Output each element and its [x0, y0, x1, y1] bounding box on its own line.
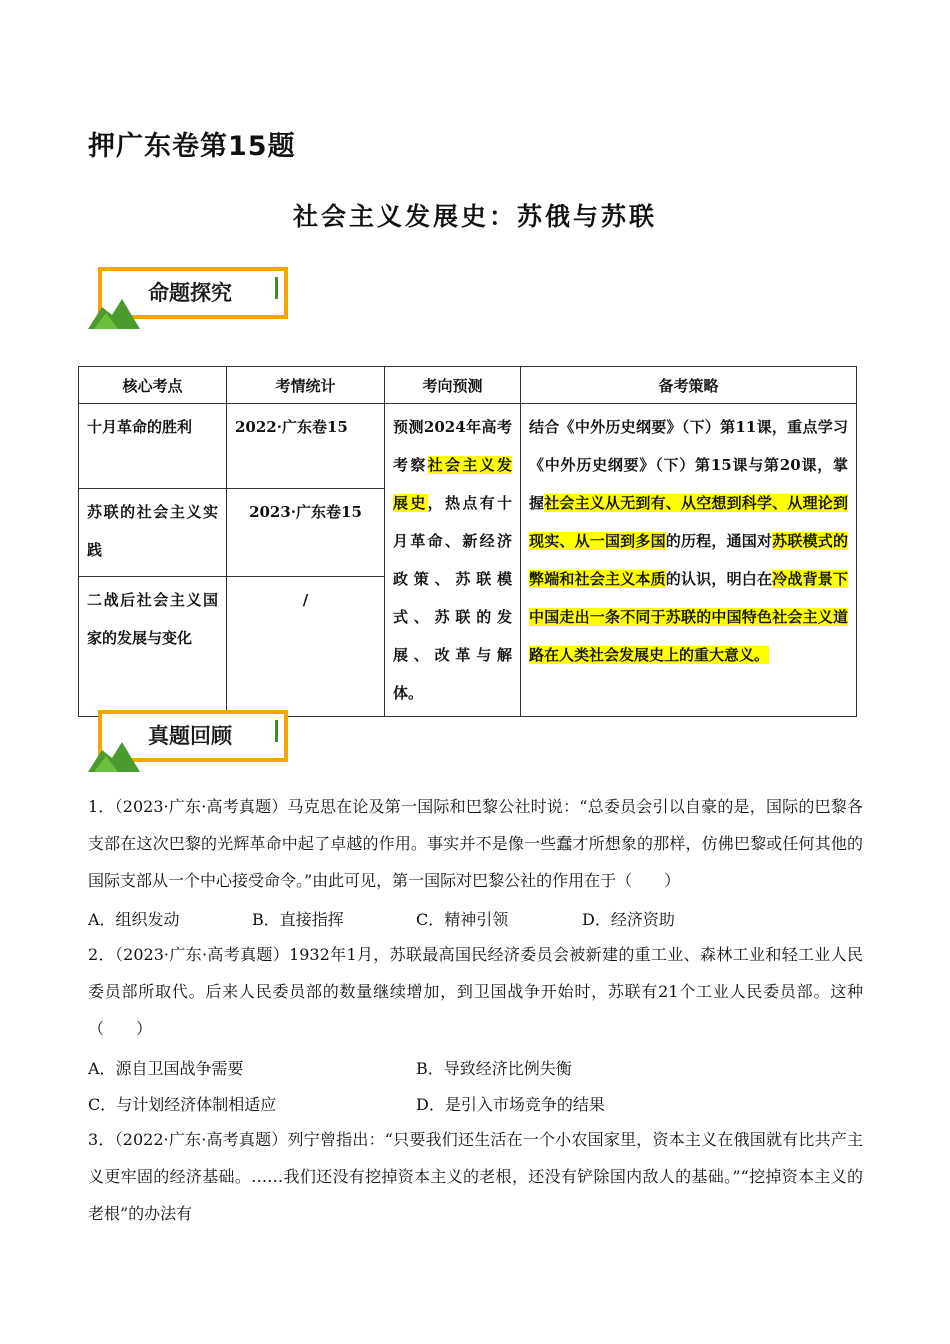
mountain-icon — [88, 283, 148, 333]
stat-cell: 2023·广东卷15 — [227, 488, 385, 576]
question-stem: 2．（2023·广东·高考真题）1932年1月，苏联最高国民经济委员会被新建的重工业、森林工业和轻工业人民委员部所取代。后来人民委员部的数量继续增加，到卫国战争开始时，苏联有21个工业人民委员部。这种（ ） — [88, 945, 863, 1038]
option-c[interactable]: C．与计划经济体制相适应 — [88, 1095, 277, 1114]
exam-plan-table — [78, 366, 857, 717]
section-banner-explore — [88, 265, 296, 333]
topic-cell: 十月革命的胜利 — [79, 404, 227, 489]
section-title-explore: 命题探究 — [148, 281, 232, 305]
option-a[interactable]: A．源自卫国战争需要 — [88, 1059, 244, 1078]
option-c[interactable]: C．精神引领 — [416, 910, 509, 929]
table-header: 考向预测 — [385, 367, 521, 404]
option-d[interactable]: D．经济资助 — [582, 910, 675, 929]
table-header-row — [79, 367, 857, 404]
table-header: 考情统计 — [227, 367, 385, 404]
page-subtitle: 社会主义发展史：苏俄与苏联 — [292, 202, 657, 231]
highlight-text: 冷战背景下中国走出一条不同于苏联的中国特色社会主义道路在人类社会发展史上的重大意义。 — [529, 570, 848, 664]
section-title-review: 真题回顾 — [148, 724, 232, 748]
table-header: 备考策略 — [521, 367, 857, 404]
option-d[interactable]: D．是引入市场竞争的结果 — [416, 1095, 605, 1114]
page-title: 押广东卷第15题 — [88, 131, 296, 162]
section-banner-review — [88, 708, 296, 776]
highlight-text: 社会主义从无到有、从空想到科学、从理论到现实、从一国到多国 — [529, 494, 848, 550]
banner-accent — [275, 720, 278, 742]
question-stem: 1．（2023·广东·高考真题）马克思在论及第一国际和巴黎公社时说：“总委员会引以自豪的是，国际的巴黎各支部在这次巴黎的光辉革命中起了卓越的作用。事实并不是像一些蠢才所想象的那样，仿佛巴黎或任何其他的国际支部从一个中心接受命令。”由此可见，第一国际对巴黎公社的作用在于（ ） — [88, 797, 863, 890]
highlight-text: 社会主义发展史 — [393, 456, 512, 512]
topic-cell: 苏联的社会主义实践 — [79, 488, 227, 576]
stat-cell: 2022·广东卷15 — [227, 404, 385, 489]
question-stem: 3．（2022·广东·高考真题）列宁曾指出：“只要我们还生活在一个小农国家里，资本主义在俄国就有比共产主义更牢固的经济基础。……我们还没有挖掉资本主义的老根，还没有铲除国内敌人的基础。”“挖掉资本主义的老根”的办法有 — [88, 1130, 863, 1223]
stat-cell: / — [227, 576, 385, 717]
mountain-icon — [88, 726, 148, 776]
option-b[interactable]: B．直接指挥 — [252, 910, 344, 929]
strategy-cell: 结合《中外历史纲要》（下）第11课，重点学习《中外历史纲要》（下）第15课与第20课，掌握社会主义从无到有、从空想到科学、从理论到现实、从一国到多国的历程，通国对苏联模式的弊端和社会主义本质的认识，明白在冷战背景下中国走出一条不同于苏联的中国特色社会主义道路在人类社会发展史上的重大意义。 — [521, 404, 857, 717]
table-header: 核心考点 — [79, 367, 227, 404]
prediction-cell: 预测2024年高考考察社会主义发展史，热点有十月革命、新经济政策、苏联模式、苏联的发展、改革与解体。 — [385, 404, 521, 717]
banner-accent — [275, 277, 278, 299]
highlight-text: 苏联模式的弊端和社会主义本质 — [529, 532, 848, 588]
table-row — [79, 404, 857, 489]
topic-cell: 二战后社会主义国家的发展与变化 — [79, 576, 227, 717]
option-a[interactable]: A．组织发动 — [88, 910, 180, 929]
option-b[interactable]: B．导致经济比例失衡 — [416, 1059, 572, 1078]
